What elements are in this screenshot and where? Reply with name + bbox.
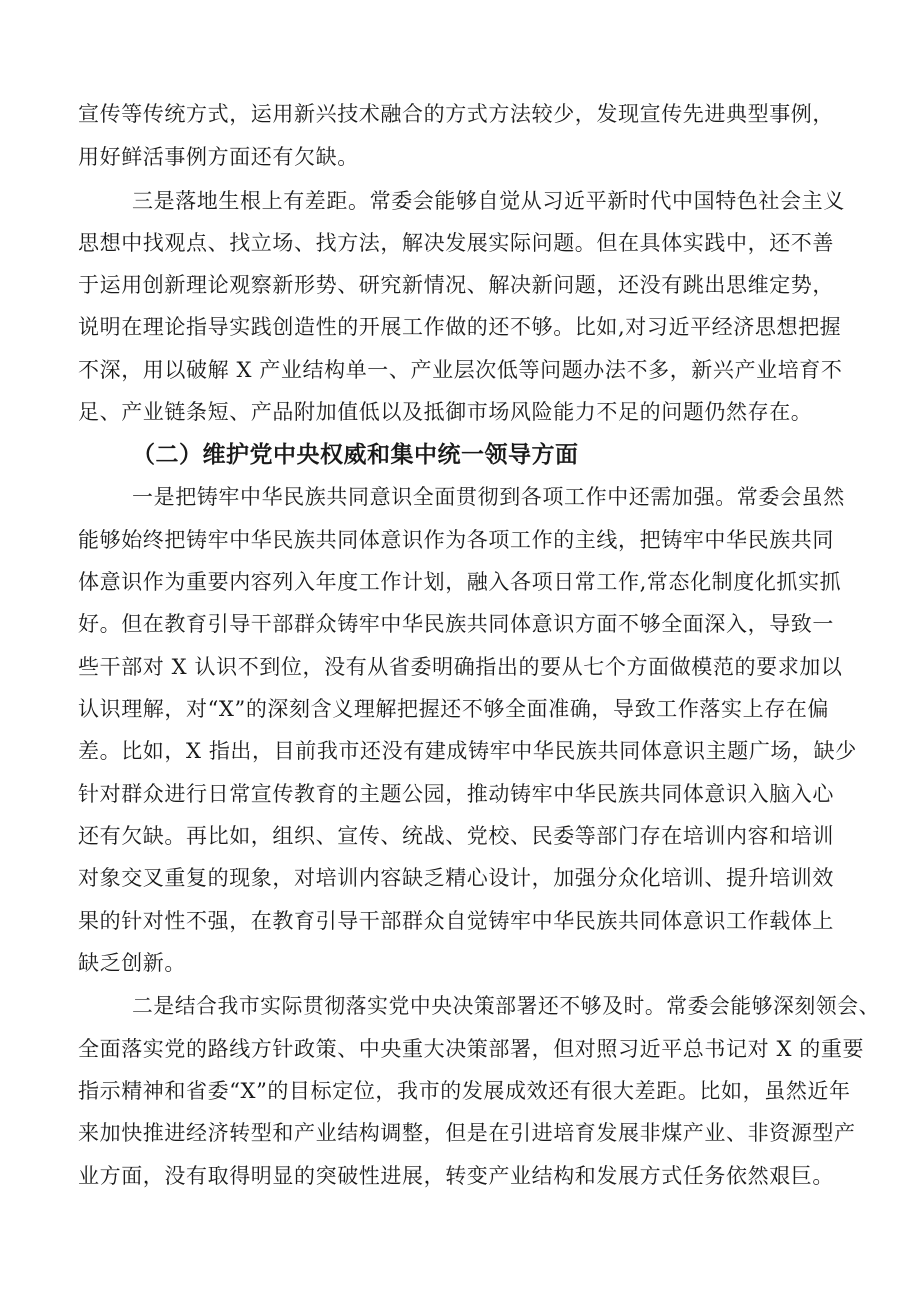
text-run: 能够始终把铸牢中华民族共同体意识作为各项工作的主线，把铸牢中华民族共同 — [78, 528, 834, 552]
text-run: 来加快推进经济转型和产业结构调整，但是在引进培育发展非煤产业、非资源型产 — [78, 1121, 856, 1145]
text-run: 全面落实党的路线方针政策、中央重大决策部署，但对照习近平总书记对 X 的重要 — [78, 1037, 865, 1061]
text-run: 对象交叉重复的现象，对培训内容缺乏精心设计，加强分众化培训、提升培训效 — [78, 866, 834, 890]
body-text-line — [0, 397, 920, 427]
paragraph-first-line — [0, 482, 920, 512]
body-text-line — [0, 142, 920, 172]
heading-text: （二）维护党中央权威和集中统一领导方面 — [132, 442, 579, 468]
text-run: 体意识作为重要内容列入年度工作计划，融入各项日常工作,常态化制度化抓实抓 — [78, 570, 842, 594]
body-text-line — [0, 863, 920, 893]
text-run: 一是把铸牢中华民族共同意识全面贯彻到各项工作中还需加强。常委会虽然 — [132, 485, 845, 509]
text-run: 二是结合我市实际贯彻落实党中央决策部署还不够及时。常委会能够深刻领会、 — [132, 994, 880, 1018]
body-text-line — [0, 355, 920, 385]
body-text-line — [0, 567, 920, 597]
body-text-line — [0, 736, 920, 766]
text-run: 针对群众进行日常宣传教育的主题公园，推动铸牢中华民族共同体意识入脑入心 — [78, 782, 834, 806]
body-text-line — [0, 1034, 920, 1064]
body-text-line — [0, 821, 920, 851]
paragraph-first-line — [0, 186, 920, 216]
text-run: 指示精神和省委“X”的目标定位，我市的发展成效还有很大差距。比如，虽然近年 — [78, 1079, 851, 1103]
text-run: 宣传等传统方式，运用新兴技术融合的方式方法较少，发现宣传先进典型事例， — [78, 102, 834, 126]
text-run: 三是落地生根上有差距。常委会能够自觉从习近平新时代中国特色社会主义 — [132, 189, 845, 213]
body-text-line — [0, 652, 920, 682]
text-run: 足、产业链条短、产品附加值低以及抵御市场风险能力不足的问题仍然存在。 — [78, 400, 813, 424]
text-run: 思想中找观点、找立场、找方法，解决发展实际问题。但在具体实践中，还不善 — [78, 231, 834, 255]
text-run: 好。但在教育引导干部群众铸牢中华民族共同体意识方面不够全面深入，导致一 — [78, 612, 834, 636]
text-run: 果的针对性不强，在教育引导干部群众自觉铸牢中华民族共同体意识工作载体上 — [78, 909, 834, 933]
text-run: 认识理解，对“X”的深刻含义理解把握还不够全面准确，导致工作落实上存在偏 — [78, 697, 830, 721]
text-run: 说明在理论指导实践创造性的开展工作做的还不够。比如,对习近平经济思想把握 — [78, 315, 842, 339]
body-text-line — [0, 1161, 920, 1191]
text-run: 还有欠缺。再比如，组织、宣传、统战、党校、民委等部门存在培训内容和培训 — [78, 824, 834, 848]
body-text-line — [0, 779, 920, 809]
body-text-line — [0, 1118, 920, 1148]
text-run: 不深，用以破解 X 产业结构单一、产业层次低等问题办法不多，新兴产业培育不 — [78, 358, 843, 382]
text-run: 业方面，没有取得明显的突破性进展，转变产业结构和发展方式任务依然艰巨。 — [78, 1164, 834, 1188]
paragraph-first-line — [0, 991, 920, 1021]
text-run: 差。比如，X 指出，目前我市还没有建成铸牢中华民族共同体意识主题广场，缺少 — [78, 739, 857, 763]
body-text-line — [0, 906, 920, 936]
body-text-line — [0, 694, 920, 724]
body-text-line — [0, 525, 920, 555]
text-run: 缺乏创新。 — [78, 951, 186, 975]
text-run: 用好鲜活事例方面还有欠缺。 — [78, 145, 359, 169]
body-text-line — [0, 99, 920, 129]
body-text-line — [0, 1076, 920, 1106]
text-run: 于运用创新理论观察新形势、研究新情况、解决新问题，还没有跳出思维定势， — [78, 273, 834, 297]
body-text-line — [0, 312, 920, 342]
body-text-line — [0, 948, 920, 978]
section-heading — [0, 440, 920, 470]
body-text-line — [0, 228, 920, 258]
text-run: 些干部对 X 认识不到位，没有从省委明确指出的要从七个方面做模范的要求加以 — [78, 655, 843, 679]
body-text-line — [0, 609, 920, 639]
body-text-line — [0, 270, 920, 300]
